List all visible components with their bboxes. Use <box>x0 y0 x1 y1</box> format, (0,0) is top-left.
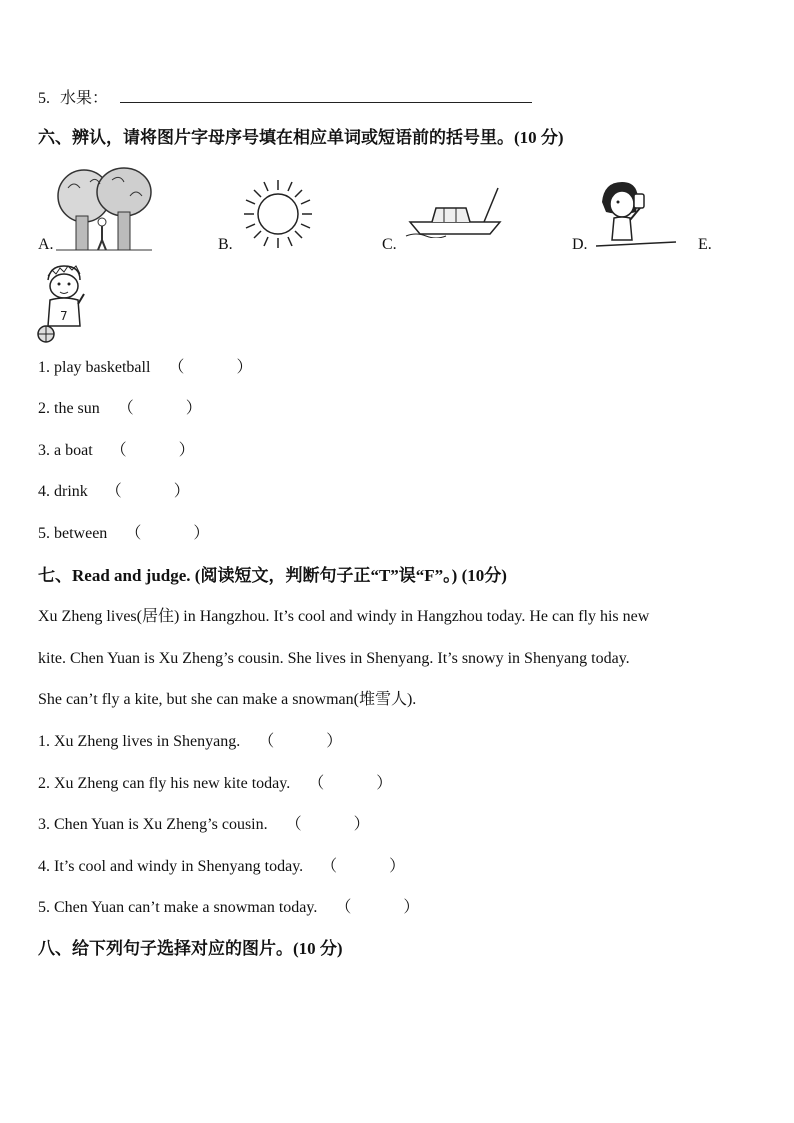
answer-bracket[interactable]: （ ） <box>168 359 253 376</box>
item-text: 4. drink <box>38 483 88 500</box>
item-text: 5. Chen Yuan can’t make a snowman today. <box>38 899 318 916</box>
judge-item-2 <box>38 774 392 794</box>
section-7-heading: 七、Read and judge. (阅读短文，判断句子正“T”误“F”。) (10分) <box>38 566 507 585</box>
answer-bracket[interactable]: （ ） <box>335 899 420 916</box>
picture-label-e: E. <box>698 236 712 253</box>
section-6-heading: 六、辨认，请将图片字母序号填在相应单词或短语前的括号里。(10 分) <box>38 128 564 147</box>
trees-with-boy-icon <box>54 166 154 252</box>
passage-line-1: Xu Zheng lives(居住) in Hangzhou. It’s cool and windy in Hangzhou today. He can fly his new <box>38 608 650 625</box>
answer-blank[interactable] <box>120 88 532 103</box>
judge-item-5 <box>38 898 419 918</box>
passage-line-2: kite. Chen Yuan is Xu Zheng’s cousin. She lives in Shenyang. It’s snowy in Shenyang today. <box>38 650 630 667</box>
boy-basketball-icon <box>36 264 92 344</box>
answer-bracket[interactable]: （ ） <box>258 733 343 750</box>
picture-label-a: A. <box>38 236 54 253</box>
item-label: 水果： <box>60 90 109 107</box>
item-text: 4. It’s cool and windy in Shenyang today. <box>38 858 304 875</box>
match-item-2 <box>38 399 202 419</box>
boat-icon <box>404 186 504 238</box>
picture-label-d: D. <box>572 236 588 253</box>
match-item-4 <box>38 482 190 502</box>
item-text: 3. a boat <box>38 442 93 459</box>
picture-label-c: C. <box>382 236 397 253</box>
item-text: 1. Xu Zheng lives in Shenyang. <box>38 733 241 750</box>
item-text: 5. between <box>38 525 108 542</box>
answer-bracket[interactable]: （ ） <box>321 858 406 875</box>
svg-text:7: 7 <box>60 309 68 323</box>
answer-bracket[interactable]: （ ） <box>308 775 393 792</box>
answer-bracket[interactable]: （ ） <box>110 442 195 459</box>
sun-icon <box>242 178 314 250</box>
section-8-heading: 八、给下列句子选择对应的图片。(10 分) <box>38 939 343 958</box>
match-item-1 <box>38 358 252 378</box>
judge-item-3 <box>38 815 370 835</box>
match-item-5 <box>38 524 209 544</box>
item-text: 3. Chen Yuan is Xu Zheng’s cousin. <box>38 816 268 833</box>
answer-bracket[interactable]: （ ） <box>105 483 190 500</box>
item-text: 1. play basketball <box>38 359 151 376</box>
answer-bracket[interactable]: （ ） <box>125 525 210 542</box>
item-text: 2. the sun <box>38 400 100 417</box>
item-number: 5. <box>38 90 50 107</box>
answer-bracket[interactable]: （ ） <box>117 400 202 417</box>
passage-line-3: She can’t fly a kite, but she can make a snowman(堆雪人). <box>38 691 417 708</box>
judge-item-1 <box>38 732 342 752</box>
judge-item-4 <box>38 857 405 877</box>
answer-bracket[interactable]: （ ） <box>285 816 370 833</box>
item-text: 2. Xu Zheng can fly his new kite today. <box>38 775 291 792</box>
picture-label-b: B. <box>218 236 233 253</box>
match-item-3 <box>38 441 195 461</box>
fill-in-line-5 <box>38 88 532 109</box>
girl-drinking-icon <box>596 180 678 252</box>
